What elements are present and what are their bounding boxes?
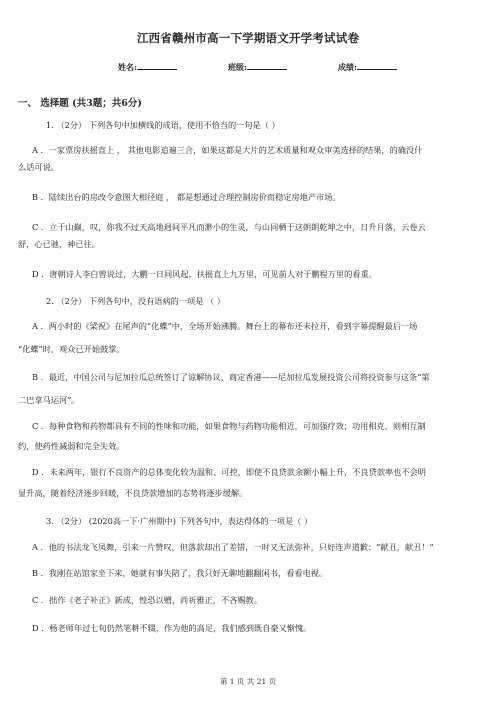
page-footer: 第 1 页 共 21 页 [219, 677, 277, 686]
q3-option-b: B ．我刚在站馆家坐下来，她就有事失陪了，我只好无聊地翻翻闲书，看看电视。 [32, 568, 328, 578]
q1-option-c-line1: C ．立于山巅，叹，你我不过天高地迥间平凡而渺小的生灵，与山同栖于这朗朗乾坤之中，日升月落，云卷云 [32, 222, 426, 232]
q1-option-a-line2: 么话可说。 [18, 162, 59, 172]
q2-option-c-line1: C ．每种食物和药物都具有不同的性味和功能，如果食物与药物功能相近，可加强疗效；功用相克，则相互制 [32, 421, 426, 431]
q1-option-b: B ．陆续出台的房改令意图大相径庭 ， 都是想通过合理控制房价而稳定房地产市场。 [32, 192, 341, 202]
q1-option-c-line2: 舒，心已驰，神已往。 [18, 239, 100, 249]
q2-stem: 2. （2分） 下列各句中，没有语病的一项是 （ ） [46, 296, 225, 306]
q3-option-c: C ．拙作《老子补正》新成，惶恐以赠，尚祈雅正，不吝赐教。 [32, 595, 262, 605]
section-heading: 一、 选择题 (共3题；共6分) [18, 98, 142, 109]
class-label: 班级: [228, 62, 247, 72]
q3-option-d: D ．杨老师年过七旬仍然笔耕不辍，作为他的高足，我们感到既自豪又惭愧。 [32, 623, 312, 633]
name-blank [137, 61, 177, 70]
q3-option-a: A ．他的书法龙飞凤舞，引来一片赞叹，但落款却出了差错，一时又无法弥补，只好连声道歉：“献丑，献丑！” [32, 542, 434, 552]
page-title: 江西省赣州市高一下学期语文开学考试试卷 [136, 31, 360, 45]
q1-option-a-line1: A ．一家票房扶摇直上 ， 其他电影追遍三合，如果这都是大片的艺术质量和观众审美选择的结果，的确没什 [32, 145, 423, 155]
q1-stem: 1. （2分） 下列各句中加横线的成语，使用不恰当的一句是（ ） [46, 120, 280, 130]
score-label: 成绩: [338, 62, 357, 72]
score-blank [357, 61, 397, 70]
class-blank [247, 61, 287, 70]
q2-option-d-line1: D ．未来两年，银行不良资产的总体变化较为温和、可控，即使不良贷款余额小幅上升，不良贷款率也不会明 [32, 467, 426, 477]
q2-option-c-line2: 约，使药性减弱和完全失效。 [18, 441, 125, 451]
q2-option-a-line1: A ．两小时的《梁祝》在尾声的“化蝶”中，全场开始沸腾。舞台上的幕布还未拉开，看到字幕提醒最后一场 [32, 321, 418, 331]
q2-option-a-line2: “化蝶”时，观众已开始鼓掌。 [18, 344, 125, 354]
q2-option-d-line2: 显升高，随着经济逐步回暖，不良贷款增加的态势将逐步缓解。 [18, 488, 248, 498]
q2-option-b-line1: B ．最近，中国公司与尼加拉瓜总统签订了谅解协议，商定香港——尼加拉瓜发展投资公司将投资参与这条“第 [32, 372, 430, 382]
score-field [338, 61, 397, 73]
q3-stem: 3. （2分） (2020高一下·广州期中) 下列各句中，表达得体的一项是（ ） [46, 516, 313, 526]
class-field [228, 61, 287, 73]
name-field [118, 61, 177, 73]
name-label: 姓名: [118, 62, 137, 72]
q2-option-b-line2: 二巴拿马运河”。 [18, 395, 80, 405]
q1-option-d: D ．唐朝诗人李白曾说过，大鹏一日同风起，扶摇直上九万里，可见前人对于鹏程万里的看重。 [32, 269, 377, 279]
